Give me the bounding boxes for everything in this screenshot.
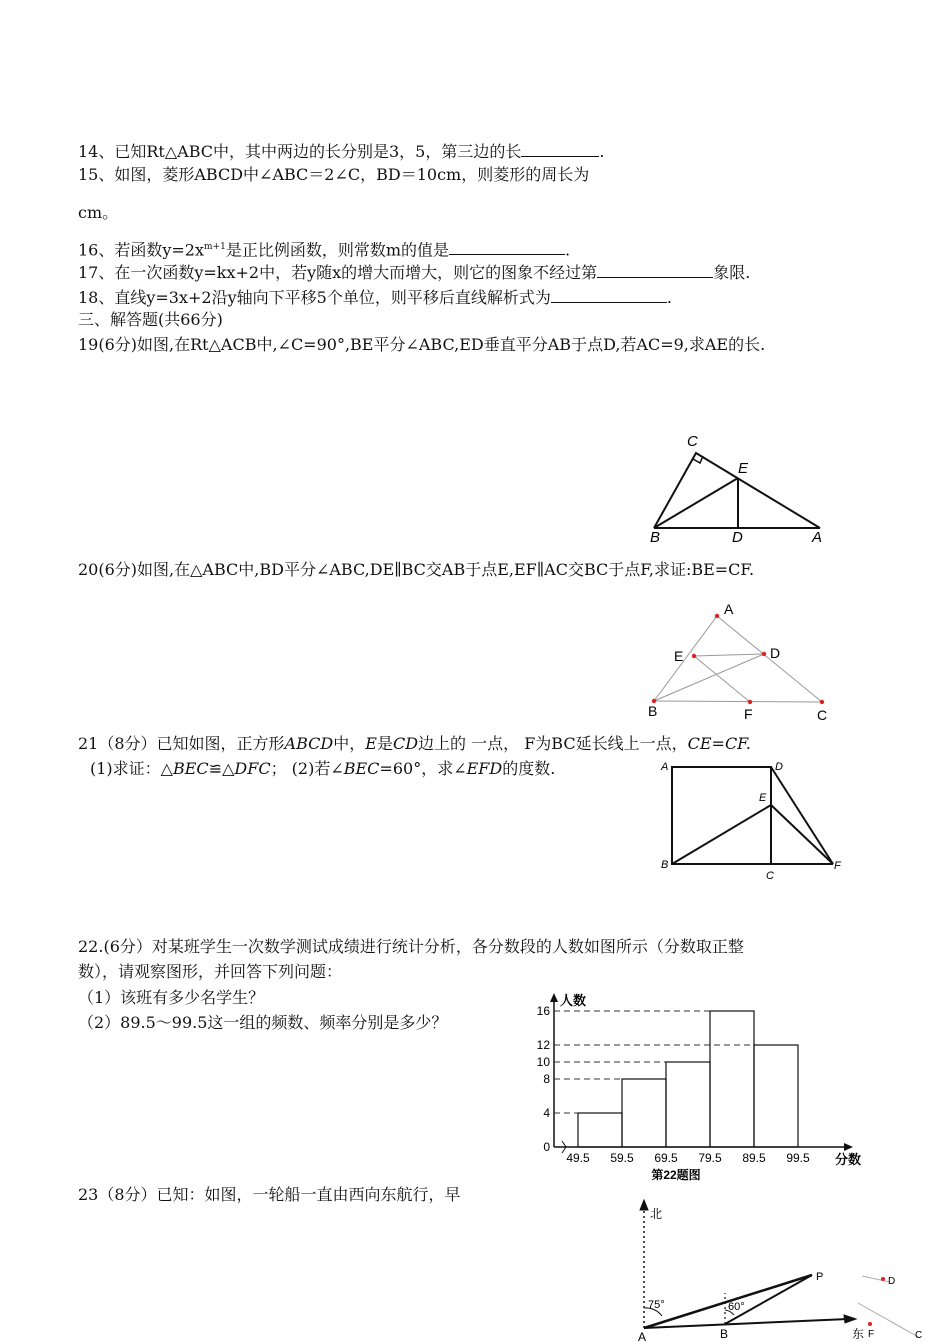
label-mini-f: F: [868, 1329, 875, 1340]
answer-blank[interactable]: [597, 261, 713, 278]
question-20: 20(6分)如图,在△ABC中,BD平分∠ABC,DE∥BC交AB于点E,EF∥AC交BC于点F,求证:BE=CF.: [78, 560, 755, 579]
label-east: 东: [852, 1327, 865, 1341]
label-a: A: [661, 761, 669, 773]
y-tick-label: 10: [536, 1055, 550, 1069]
y-axis-arrow-icon: [550, 993, 558, 1002]
east-course-line: [644, 1319, 848, 1328]
label-a: A: [812, 529, 823, 544]
label-d: D: [732, 529, 743, 544]
point-d: [762, 652, 766, 656]
label-e: E: [738, 460, 749, 477]
histogram-bar: [666, 1062, 710, 1147]
histogram-bar: [622, 1079, 666, 1147]
label-f: F: [834, 860, 841, 872]
figure-21-square: [655, 755, 850, 883]
question-17: 17、在一次函数y=kx+2中，若y随x的增大而增大，则它的图象不经过第 象限.: [78, 263, 751, 282]
label-b: B: [648, 703, 658, 719]
question-19: 19(6分)如图,在Rt△ACB中,∠C=90°,BE平分∠ABC,ED垂直平分AB于点D,若AC=9,求AE的长.: [78, 335, 766, 354]
y-tick-label: 4: [543, 1106, 550, 1120]
figure-23-navigation: [600, 1198, 940, 1344]
answer-blank[interactable]: [449, 238, 565, 255]
label-mini-c: C: [915, 1330, 923, 1341]
label-a: A: [638, 1330, 647, 1344]
label-mini-d: D: [888, 1276, 896, 1287]
label-b: B: [661, 859, 669, 871]
square-abcd: [672, 767, 771, 864]
mini-point-d: [881, 1277, 885, 1281]
segment-be: [672, 805, 771, 864]
side-ab: [654, 616, 717, 701]
segment-ef: [694, 656, 750, 702]
label-e: E: [759, 792, 767, 804]
bisector-be: [654, 478, 738, 528]
y-tick-label: 8: [543, 1072, 550, 1086]
question-23: 23（8分）已知：如图，一轮船一直由西向东航行，早: [78, 1185, 461, 1204]
x-axis-title: 分数: [835, 1152, 862, 1167]
label-a: A: [724, 601, 734, 617]
label-p: P: [816, 1271, 824, 1283]
label-f: F: [744, 706, 753, 722]
chart-caption: 第22题图: [651, 1168, 701, 1182]
label-b: B: [720, 1327, 729, 1341]
point-a: [715, 614, 719, 618]
figure-20-triangle: [640, 598, 840, 724]
side-bc: [654, 701, 822, 702]
question-15-unit: cm。: [78, 203, 119, 222]
histogram-chart: [528, 985, 863, 1185]
answer-blank[interactable]: [551, 286, 667, 303]
question-21-line2: (1)求证：△BEC≌△DFC； (2)若∠BEC=60°，求∠EFD的度数.: [90, 759, 556, 778]
label-angle-60: 60°: [728, 1301, 745, 1313]
chart-labels: [537, 993, 861, 1182]
figure-19-triangle: [640, 428, 840, 544]
point-c: [820, 700, 824, 704]
x-tick-label: 99.5: [786, 1151, 810, 1165]
x-tick-label: 79.5: [698, 1151, 722, 1165]
x-tick-label: 59.5: [610, 1151, 634, 1165]
bisector-bd: [654, 654, 764, 701]
label-d: D: [770, 645, 781, 661]
label-e: E: [674, 648, 684, 664]
point-e: [692, 654, 696, 658]
label-b: B: [650, 529, 661, 544]
label-d: D: [775, 761, 783, 773]
mini-point-f: [868, 1322, 872, 1326]
histogram-bar: [754, 1045, 798, 1147]
mini-figure-line-2: [862, 1276, 890, 1282]
y-axis-title: 人数: [560, 993, 587, 1008]
label-angle-75: 75°: [648, 1299, 665, 1311]
segment-df: [771, 767, 833, 864]
question-14: 14、已知Rt△ABC中，其中两边的长分别是3，5，第三边的长 .: [78, 142, 605, 161]
question-22-line1: 22.(6分）对某班学生一次数学测试成绩进行统计分析，各分数段的人数如图所示（分数取正整: [78, 937, 744, 956]
label-c: C: [687, 433, 698, 450]
chart-bars: [578, 1011, 798, 1147]
answer-blank[interactable]: [521, 140, 599, 157]
label-c: C: [817, 707, 828, 723]
question-22-part1: （1）该班有多少名学生？: [78, 988, 265, 1007]
question-15: 15、如图，菱形ABCD中∠ABC＝2∠C，BD＝10cm，则菱形的周长为: [78, 165, 590, 184]
question-22-line2: 数），请观察图形，并回答下列问题：: [78, 962, 343, 981]
y-tick-label: 0: [543, 1140, 550, 1154]
segment-de: [694, 654, 764, 656]
y-tick-label: 16: [536, 1004, 550, 1018]
x-tick-label: 89.5: [742, 1151, 766, 1165]
question-22-part2: （2）89.5～99.5这一组的频数、频率分别是多少？: [78, 1013, 448, 1032]
histogram-bar: [578, 1113, 622, 1147]
label-c: C: [766, 870, 774, 882]
question-21-line1: 21（8分）已知如图，正方形ABCD中，E是CD边上的 一点， F为BC延长线上一点，CE=CF.: [78, 734, 751, 753]
histogram-bar: [710, 1011, 754, 1147]
north-arrow-icon: [640, 1200, 648, 1210]
x-tick-label: 49.5: [566, 1151, 590, 1165]
x-tick-label: 69.5: [654, 1151, 678, 1165]
y-tick-label: 12: [536, 1038, 550, 1052]
east-arrow-icon: [844, 1315, 856, 1323]
x-axis-arrow-icon: [844, 1143, 853, 1151]
chart-axes: [550, 993, 853, 1153]
point-f: [748, 700, 752, 704]
question-18: 18、直线y=3x+2沿y轴向下平移5个单位，则平移后直线解析式为 .: [78, 288, 672, 307]
label-north: 北: [650, 1207, 663, 1221]
section-title: 三、解答题(共66分): [78, 310, 223, 329]
question-16: 16、若函数$y=2x^{m+1}$是正比例函数，则常数m的值是 .: [78, 240, 571, 260]
